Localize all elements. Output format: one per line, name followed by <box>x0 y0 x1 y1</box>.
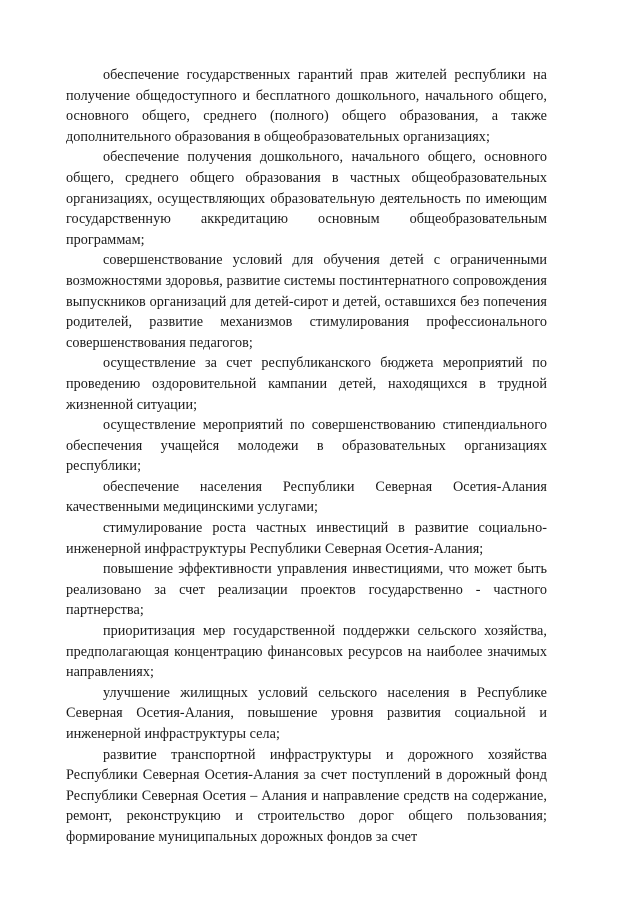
paragraph: развитие транспортной инфраструктуры и дорожного хозяйства Республики Северная Осетия-Алания за счет поступлений в дорожный фонд Республики Северная Осетия – Алания и направление средств на содержание, ремонт, реконструкцию и строительство дорог общего пользования; формирование муниципальных дорожных фондов за счет <box>66 746 547 845</box>
paragraph: совершенствование условий для обучения детей с ограниченными возможностями здоровья, развитие системы постинтернатного сопровождения выпускников организаций для детей-сирот и детей, оставшихся без попечения родителей, развитие механизмов стимулирования профессионального совершенствования педагогов; <box>66 252 547 351</box>
paragraph: улучшение жилищных условий сельского населения в Республике Северная Осетия-Алания, повышение уровня развития социальной и инженерной инфраструктуры села; <box>66 684 547 742</box>
paragraph: обеспечение получения дошкольного, начального общего, основного общего, среднего общего образования в частных общеобразовательных организациях, осуществляющих образовательную деятельность по имеющим государственную аккредитацию основным общеобразовательным программам; <box>66 149 547 248</box>
paragraph: осуществление за счет республиканского бюджета мероприятий по проведению оздоровительной кампании детей, находящихся в трудной жизненной ситуации; <box>66 355 547 413</box>
document-body <box>66 65 547 848</box>
paragraph: стимулирование роста частных инвестиций в развитие социально-инженерной инфраструктуры Республики Северная Осетия-Алания; <box>66 520 547 557</box>
paragraph: обеспечение населения Республики Северная Осетия-Алания качественными медицинскими услугами; <box>66 478 547 516</box>
paragraph: повышение эффективности управления инвестициями, что может быть реализовано за счет реализации проектов государственно - частного партнерства; <box>66 561 547 619</box>
paragraph: приоритизация мер государственной поддержки сельского хозяйства, предполагающая концентрацию финансовых ресурсов на наиболее значимых направлениях; <box>66 623 547 681</box>
paragraph: осуществление мероприятий по совершенствованию стипендиального обеспечения учащейся молодежи в образовательных организациях республики; <box>66 417 547 475</box>
paragraph: обеспечение государственных гарантий прав жителей республики на получение общедоступного и бесплатного дошкольного, начального общего, основного общего, среднего (полного) общего образования, а также дополнительного образования в общеобразовательных организациях; <box>66 67 547 145</box>
